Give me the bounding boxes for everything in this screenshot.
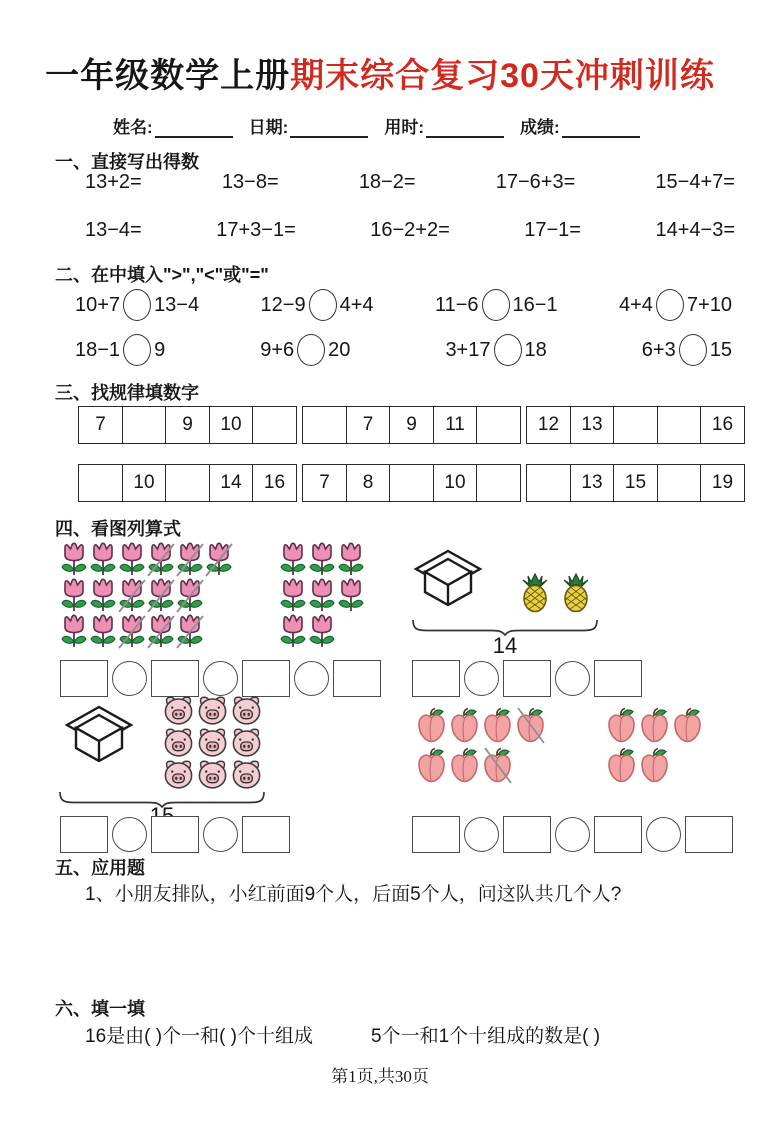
section2-row-2: [75, 334, 732, 366]
answer-rect: [151, 816, 199, 853]
equation: 17−1=: [524, 219, 581, 241]
pig-icon: [196, 726, 229, 758]
header-field-label: 姓名:: [113, 118, 153, 137]
pattern-cell: 13: [570, 406, 615, 444]
tulip-icon: [205, 542, 233, 578]
tulip: [89, 542, 117, 578]
pattern-cell: 16: [252, 464, 297, 502]
tulip-icon: [279, 542, 307, 578]
tulip-icon: [279, 614, 307, 650]
tulip-icon: [147, 578, 175, 614]
peach: [606, 746, 637, 786]
pattern-cell: 16: [700, 406, 745, 444]
equation: 14+4−3=: [655, 219, 735, 241]
tulip-icon: [89, 614, 117, 650]
fill-in-blank-1: 16是由( )个一和( )个十组成: [85, 1026, 314, 1047]
pattern-cell: 12: [526, 406, 571, 444]
pineapple-icon: [521, 573, 549, 613]
tulip-cluster: [60, 542, 233, 650]
compare-right: 7+10: [686, 293, 732, 316]
compare-right: 13−4: [154, 293, 200, 316]
compare-item: [260, 334, 350, 366]
equation: 13−4=: [85, 219, 142, 241]
pig: [230, 758, 263, 790]
pattern-cell: [302, 406, 347, 444]
section4-heading: 四、看图列算式: [55, 519, 181, 539]
pig: [196, 694, 229, 726]
tulip-icon: [118, 578, 146, 614]
pig-icon: [162, 758, 195, 790]
pattern-cell: [526, 464, 571, 502]
pattern-cell: [613, 406, 658, 444]
pig: [162, 758, 195, 790]
pattern-cell: 7: [302, 464, 347, 502]
answer-circle: [646, 817, 681, 852]
peach: [482, 706, 513, 746]
tulip: [279, 542, 307, 578]
peach: [416, 746, 447, 786]
pig-row: [162, 758, 263, 790]
compare-left: 11−6: [434, 293, 479, 316]
answer-circle: [464, 661, 499, 696]
pineapple: [562, 573, 590, 618]
tulip-row: [60, 542, 233, 578]
page-title: [0, 48, 760, 97]
pineapple: [521, 573, 549, 618]
compare-right: 15: [709, 338, 732, 361]
pig: [230, 694, 263, 726]
equation: 17−6+3=: [495, 171, 576, 193]
peach-row: [606, 706, 703, 746]
tulip-icon: [176, 542, 204, 578]
pig-icon: [196, 758, 229, 790]
fill-in-blank-2: 5个一和1个十组成的数是( ): [371, 1026, 601, 1047]
peach: [672, 706, 703, 746]
tulip: [337, 542, 365, 578]
title-red-part: 期末综合复习30天冲刺训练: [290, 57, 715, 95]
tulip-icon: [308, 578, 336, 614]
pattern-cell: [252, 406, 297, 444]
answer-rect: [242, 816, 290, 853]
tulip-row: [279, 614, 365, 650]
tulip: [308, 542, 336, 578]
peach-row: [606, 746, 703, 786]
answer-circle: [294, 661, 329, 696]
tulip-icon: [337, 578, 365, 614]
answer-row-peaches: [412, 816, 733, 853]
header-field-label: 用时:: [384, 118, 425, 137]
tulip-icon: [118, 614, 146, 650]
peach-crossed: [515, 706, 546, 746]
answer-rect: [151, 660, 199, 697]
pig-icon: [162, 694, 195, 726]
tulip-cluster: [279, 542, 365, 650]
pig-row: [162, 726, 263, 758]
tulip-icon: [308, 614, 336, 650]
pig: [162, 694, 195, 726]
pattern-cell: 13: [570, 464, 615, 502]
answer-rect: [242, 660, 290, 697]
compare-left: 9+6: [260, 338, 295, 361]
open-box-icon: [62, 704, 136, 779]
tulip-icon: [308, 542, 336, 578]
pattern-cell: 14: [209, 464, 254, 502]
pattern-cell: 7: [346, 406, 391, 444]
tulip: [337, 578, 365, 614]
peach-icon: [606, 706, 637, 745]
answer-rect: [503, 816, 551, 853]
compare-item: [435, 289, 558, 321]
peach-icon: [515, 706, 546, 745]
tulip-icon: [118, 542, 146, 578]
compare-left: 18−1: [75, 338, 121, 361]
compare-item: [75, 289, 199, 321]
tulip-icon: [89, 578, 117, 614]
peach-icon: [639, 706, 670, 745]
peach-icon: [482, 706, 513, 745]
pattern-table: [526, 406, 745, 444]
pattern-table: [302, 406, 521, 444]
section6-heading: 六、填一填: [55, 999, 145, 1019]
compare-circle: [656, 289, 684, 321]
tulip-crossed: [147, 542, 175, 578]
header-field-blank: [426, 116, 504, 138]
answer-rect: [60, 660, 108, 697]
pig-icon: [230, 758, 263, 790]
tulip-icon: [147, 614, 175, 650]
peach-icon: [449, 746, 480, 785]
pig-icon: [162, 726, 195, 758]
answer-row-pigs: [60, 816, 290, 853]
answer-circle: [203, 661, 238, 696]
section3-row-2: [78, 464, 745, 502]
pig-icon: [230, 726, 263, 758]
pattern-table: [302, 464, 521, 502]
peach-row: [416, 706, 546, 746]
header-field: [113, 113, 233, 138]
header-fields: [113, 113, 640, 138]
tulip: [89, 578, 117, 614]
tulip-crossed: [147, 578, 175, 614]
peach-row: [416, 746, 546, 786]
answer-row-pineapples: [412, 660, 642, 697]
pig: [230, 726, 263, 758]
header-field-blank: [155, 116, 233, 138]
pattern-cell: 8: [346, 464, 391, 502]
compare-circle: [482, 289, 510, 321]
tulip-picture: [60, 542, 365, 650]
pattern-cell: [476, 464, 521, 502]
compare-item: [619, 289, 732, 321]
pattern-cell: [657, 406, 702, 444]
peach-icon: [416, 706, 447, 745]
section3-row-1: [78, 406, 745, 444]
compare-circle: [309, 289, 337, 321]
answer-circle: [555, 661, 590, 696]
answer-rect: [60, 816, 108, 853]
tulip-icon: [60, 578, 88, 614]
pattern-table: [78, 464, 297, 502]
title-black-part: 一年级数学上册: [45, 57, 291, 95]
equation: 17+3−1=: [216, 219, 296, 241]
pattern-cell: 15: [613, 464, 658, 502]
tulip-icon: [176, 614, 204, 650]
equation: 13−8=: [221, 171, 279, 193]
answer-circle: [112, 817, 147, 852]
section2-heading: 二、在中填入">","<"或"=": [55, 265, 269, 285]
answer-rect: [594, 816, 642, 853]
section1-row-2: [85, 219, 735, 242]
equation: 15−4+7=: [655, 171, 735, 193]
compare-circle: [123, 289, 151, 321]
equation: 13+2=: [85, 171, 142, 193]
tulip-icon: [147, 542, 175, 578]
pig-row: [162, 694, 263, 726]
pattern-cell: 9: [165, 406, 210, 444]
tulip-icon: [337, 542, 365, 578]
tulip-row: [279, 542, 365, 578]
page-number: 第1页,共30页: [331, 1067, 429, 1086]
peach-picture-left: [416, 706, 546, 786]
answer-rect: [594, 660, 642, 697]
tulip: [118, 542, 146, 578]
section3-heading: 三、找规律填数字: [55, 383, 199, 403]
pig-picture: [162, 694, 263, 790]
peach: [639, 706, 670, 746]
answer-circle: [555, 817, 590, 852]
tulip-icon: [279, 578, 307, 614]
peach: [449, 706, 480, 746]
answer-rect: [333, 660, 381, 697]
brace-total-label: 14: [492, 633, 518, 658]
tulip-icon: [60, 614, 88, 650]
compare-left: 3+17: [445, 338, 491, 361]
pattern-cell: [476, 406, 521, 444]
tulip-crossed: [176, 542, 204, 578]
tulip-row: [60, 614, 233, 650]
peach-icon: [639, 746, 670, 785]
peach: [606, 706, 637, 746]
section1-heading: 一、直接写出得数: [55, 152, 199, 172]
compare-item: [75, 334, 165, 366]
compare-right: 9: [154, 338, 166, 361]
header-field: [249, 113, 369, 138]
tulip-row: [60, 578, 233, 614]
peach-icon: [416, 746, 447, 785]
tulip: [308, 578, 336, 614]
section5-heading: 五、应用题: [55, 858, 145, 878]
section2-row-1: [75, 289, 732, 321]
answer-row-flowers: [60, 660, 381, 697]
carton-box-icon: [411, 548, 485, 618]
pig-icon: [196, 694, 229, 726]
pattern-cell: 7: [78, 406, 123, 444]
pig: [196, 726, 229, 758]
tulip-icon: [60, 542, 88, 578]
tulip: [60, 578, 88, 614]
header-field-label: 成绩:: [520, 118, 560, 137]
compare-circle: [494, 334, 522, 366]
header-field-blank: [562, 116, 640, 138]
word-problem-text: 1、小朋友排队，小红前面9个人，后面5个人，问这队共几个人?: [85, 884, 622, 905]
compare-right: 4+4: [339, 293, 374, 316]
tulip-crossed: [118, 578, 146, 614]
tulip-row: [279, 578, 365, 614]
pineapple-icon: [562, 573, 590, 613]
equation: 18−2=: [358, 171, 416, 193]
answer-circle: [112, 661, 147, 696]
compare-left: 10+7: [75, 293, 121, 316]
tulip: [279, 614, 307, 650]
peach: [449, 746, 480, 786]
compare-left: 4+4: [618, 293, 653, 316]
peach-icon: [672, 706, 703, 745]
pattern-table: [78, 406, 297, 444]
section1-row-1: [85, 171, 735, 194]
tulip: [308, 614, 336, 650]
compare-left: 6+3: [641, 338, 676, 361]
pig: [196, 758, 229, 790]
header-field-label: 日期:: [248, 118, 289, 137]
compare-circle: [679, 334, 707, 366]
peach-icon: [482, 746, 513, 785]
tulip: [60, 542, 88, 578]
open-box-icon: [411, 548, 485, 623]
tulip: [279, 578, 307, 614]
tulip: [89, 614, 117, 650]
answer-rect: [685, 816, 733, 853]
compare-left: 12−9: [260, 293, 306, 316]
tulip-crossed: [176, 578, 204, 614]
compare-right: 18: [524, 338, 547, 361]
pattern-cell: 10: [209, 406, 254, 444]
pattern-table: [526, 464, 745, 502]
compare-item: [261, 289, 374, 321]
header-field-blank: [290, 116, 368, 138]
peach: [416, 706, 447, 746]
pig-icon: [230, 694, 263, 726]
compare-circle: [123, 334, 151, 366]
pig: [162, 726, 195, 758]
tulip-crossed: [147, 614, 175, 650]
compare-circle: [297, 334, 325, 366]
peach-icon: [606, 746, 637, 785]
compare-right: 16−1: [512, 293, 558, 316]
pattern-cell: [657, 464, 702, 502]
answer-rect: [412, 816, 460, 853]
peach-icon: [449, 706, 480, 745]
equation: 16−2+2=: [370, 219, 450, 241]
compare-item: [642, 334, 732, 366]
pattern-cell: 19: [700, 464, 745, 502]
header-field: [384, 113, 504, 138]
fill-in-line: [85, 1021, 600, 1048]
pattern-cell: 9: [389, 406, 434, 444]
peach-crossed: [482, 746, 513, 786]
tulip-icon: [176, 578, 204, 614]
pattern-cell: [78, 464, 123, 502]
tulip: [60, 614, 88, 650]
pattern-cell: 10: [433, 464, 478, 502]
pattern-cell: [165, 464, 210, 502]
peach-picture-right: [606, 706, 703, 786]
answer-rect: [503, 660, 551, 697]
tulip-crossed: [118, 614, 146, 650]
tulip-icon: [89, 542, 117, 578]
carton-box-icon: [62, 704, 136, 774]
compare-right: 20: [328, 338, 351, 361]
answer-circle: [464, 817, 499, 852]
answer-circle: [203, 817, 238, 852]
pattern-cell: [122, 406, 167, 444]
compare-item: [445, 334, 546, 366]
pineapple-group: [521, 573, 590, 618]
peach: [639, 746, 670, 786]
tulip-crossed: [205, 542, 233, 578]
pattern-cell: [389, 464, 434, 502]
header-field: [520, 113, 640, 138]
answer-rect: [412, 660, 460, 697]
pattern-cell: 10: [122, 464, 167, 502]
pattern-cell: 11: [433, 406, 478, 444]
tulip-crossed: [176, 614, 204, 650]
